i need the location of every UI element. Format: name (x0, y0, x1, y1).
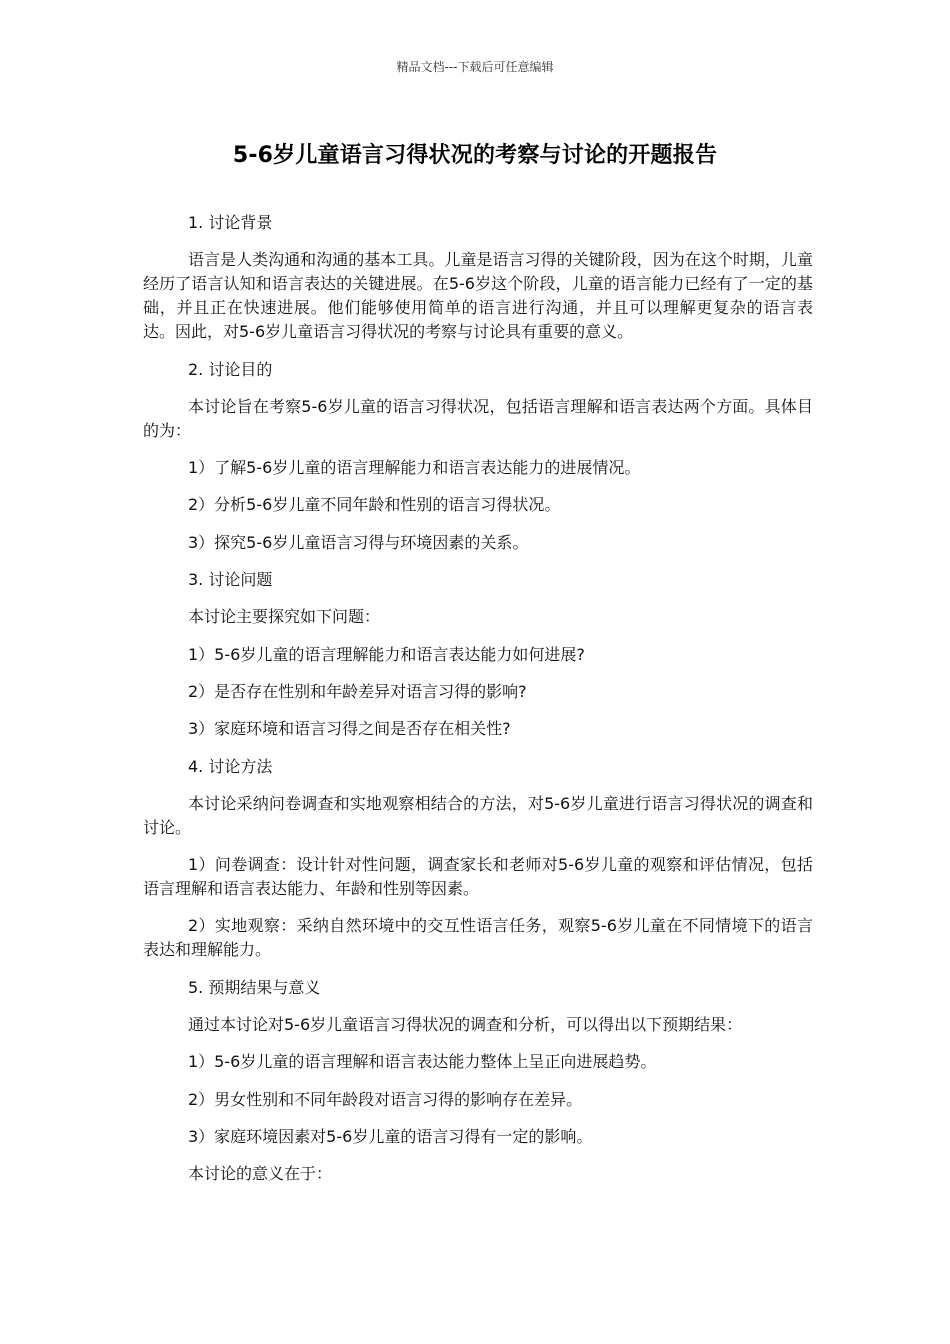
list-item-purpose-2: 2）分析5-6岁儿童不同年龄和性别的语言习得状况。 (188, 495, 561, 515)
list-item-result-3: 3）家庭环境因素对5-6岁儿童的语言习得有一定的影响。 (188, 1126, 593, 1146)
section-heading-questions: 3. 讨论问题 (188, 570, 273, 590)
paragraph-methods: 本讨论采纳问卷调查和实地观察相结合的方法，对5-6岁儿童进行语言习得状况的调查和讨论。 (143, 793, 813, 837)
header-note: 精品文档---下载后可任意编辑 (396, 60, 554, 74)
list-item-question-2: 2）是否存在性别和年龄差异对语言习得的影响? (188, 681, 527, 701)
list-item-purpose-1: 1）了解5-6岁儿童的语言理解能力和语言表达能力的进展情况。 (188, 458, 641, 478)
paragraph-questions-intro: 本讨论主要探究如下问题： (188, 607, 381, 627)
list-item-purpose-3: 3）探究5-6岁儿童语言习得与环境因素的关系。 (188, 532, 529, 552)
paragraph-background: 语言是人类沟通和沟通的基本工具。儿童是语言习得的关键阶段，因为在这个时期，儿童经历了语言认知和语言表达的关键进展。在5-6岁这个阶段，儿童的语言能力已经有了一定的基础，并且正在快速进展。他们能够使用简单的语言进行沟通，并且可以理解更复杂的语言表达。因此，对5-6岁儿童语言习得状况的考察与讨论具有重要的意义。 (143, 250, 813, 342)
list-item-result-1: 1）5-6岁儿童的语言理解和语言表达能力整体上呈正向进展趋势。 (188, 1052, 657, 1072)
document-body (143, 211, 813, 1200)
list-item-question-1: 1）5-6岁儿童的语言理解能力和语言表达能力如何进展? (188, 644, 585, 664)
paragraph-significance-intro: 本讨论的意义在于： (188, 1164, 333, 1184)
paragraph-purpose: 本讨论旨在考察5-6岁儿童的语言习得状况，包括语言理解和语言表达两个方面。具体目的为： (143, 396, 813, 440)
document-title: 5-6岁儿童语言习得状况的考察与讨论的开题报告 (232, 143, 718, 168)
list-item-method-2: 2）实地观察：采纳自然环境中的交互性语言任务，观察5-6岁儿童在不同情境下的语言表达和理解能力。 (143, 916, 813, 960)
section-heading-results: 5. 预期结果与意义 (188, 977, 321, 997)
list-item-question-3: 3）家庭环境和语言习得之间是否存在相关性? (188, 719, 511, 739)
paragraph-results-intro: 通过本讨论对5-6岁儿童语言习得状况的调查和分析，可以得出以下预期结果： (188, 1015, 743, 1035)
section-heading-methods: 4. 讨论方法 (188, 756, 273, 776)
section-heading-purpose: 2. 讨论目的 (188, 359, 273, 379)
list-item-result-2: 2）男女性别和不同年龄段对语言习得的影响存在差异。 (188, 1089, 583, 1109)
list-item-method-1: 1）问卷调查：设计针对性问题，调查家长和老师对5-6岁儿童的观察和评估情况，包括语言理解和语言表达能力、年龄和性别等因素。 (143, 855, 813, 899)
section-heading-background: 1. 讨论背景 (188, 213, 273, 232)
